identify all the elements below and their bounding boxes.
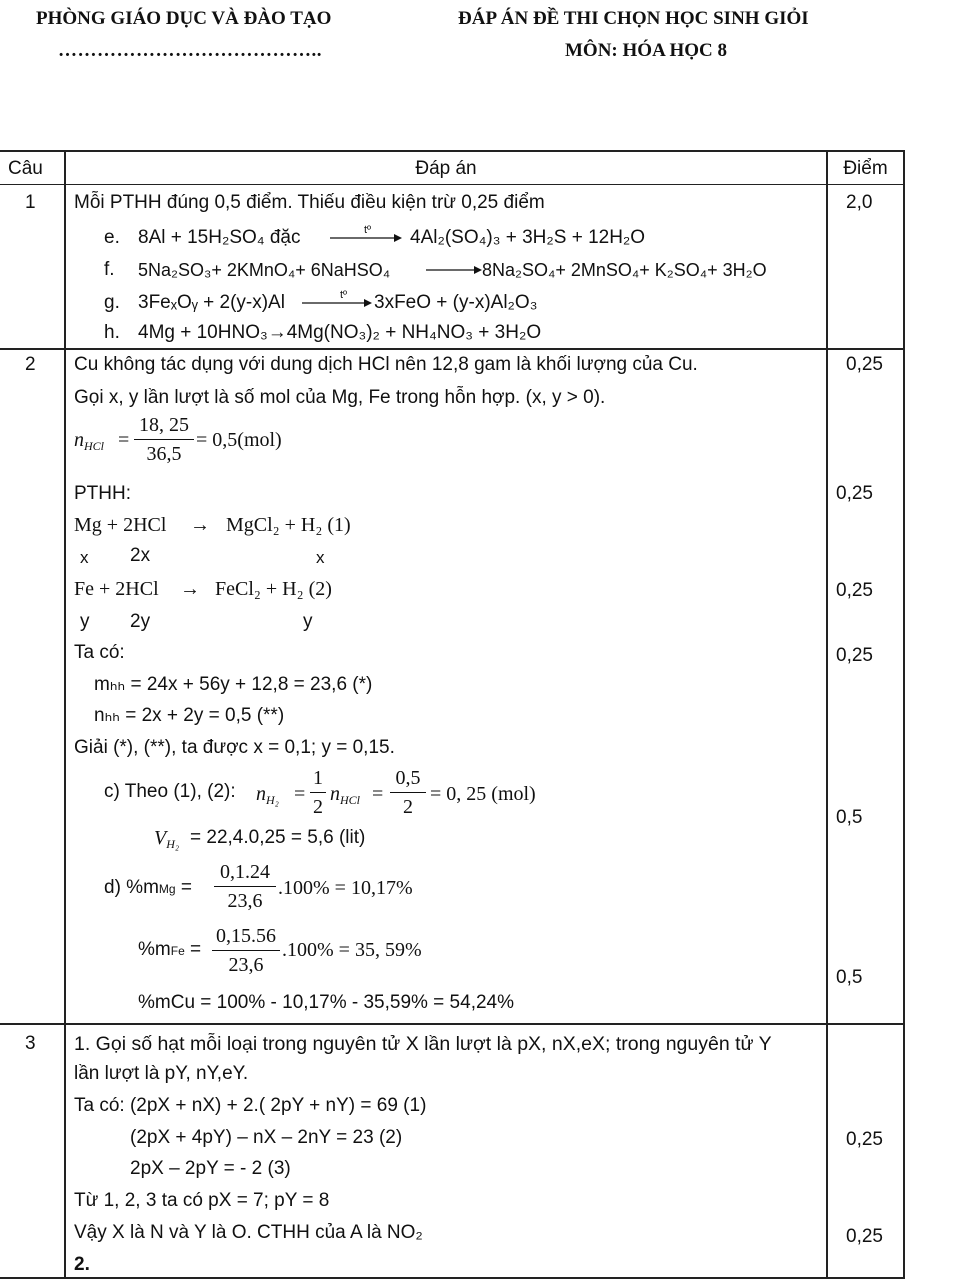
q1-h-equation: 4Mg + 10HNO₃→4Mg(NO₃)₂ + NH₄NO₃ + 3H₂O (138, 322, 542, 343)
q1-g-products: 3xFeO + (y-x)Al₂O₃ (374, 292, 538, 313)
q3-line-8: 2. (74, 1254, 90, 1275)
q2-eq2-mol-hcl: 2y (130, 611, 151, 632)
column-divider-1 (64, 150, 66, 1279)
q2-volume-result: = 22,4.0,25 = 5,6 (lit) (190, 827, 366, 848)
q3-line-5: 2pX – 2pY = - 2 (3) (130, 1158, 291, 1179)
exam-title: ĐÁP ÁN ĐỀ THI CHỌN HỌC SINH GIỎI (458, 8, 809, 29)
q1-h-label: h. (104, 322, 120, 343)
q2-d-mg-result: .100% = 10,17% (278, 877, 413, 899)
q2-points-3: 0,25 (836, 580, 873, 601)
table-top-border (0, 150, 905, 152)
q3-line-2: lần lượt là pY, nY,eY. (74, 1063, 249, 1084)
q2-c-equals-2: = (372, 783, 384, 805)
q2-c-label: c) Theo (1), (2): (104, 781, 236, 802)
q2-nhcl-symbol: $n_{HCl}$ (74, 429, 105, 453)
row-divider-1 (0, 348, 905, 350)
q2-pthh-label: PTHH: (74, 483, 131, 504)
q2-eq2-mol-h2: y (303, 611, 313, 632)
question-number-3: 3 (25, 1033, 36, 1054)
q2-points-2: 0,25 (836, 483, 873, 504)
q2-d-mg-fraction: 0,1.24 23,6 (214, 860, 276, 913)
department-title: PHÒNG GIÁO DỤC VÀ ĐÀO TẠO (36, 8, 332, 29)
q2-volume-symbol: $V_{H_2}$ (154, 827, 180, 851)
q2-d-fe-result: .100% = 35, 59% (282, 939, 422, 961)
q3-line-6: Từ 1, 2, 3 ta có pX = 7; pY = 8 (74, 1190, 330, 1211)
q2-points-6: 0,5 (836, 967, 863, 988)
q2-eq1-mol-h2: x (316, 548, 325, 567)
q2-points-4: 0,25 (836, 645, 873, 666)
q2-c-nh2: $n_{H_2}$ (256, 783, 279, 807)
q3-points-1: 0,25 (846, 1129, 883, 1150)
q1-e-reactants: 8Al + 15H₂SO₄ đặc (138, 227, 301, 248)
q2-eq2-arrow-icon: → (180, 578, 200, 600)
q2-line-variables: Gọi x, y lần lượt là số mol của Mg, Fe trong hỗn hợp. (x, y > 0). (74, 387, 606, 408)
q2-eq1-reactants: Mg + 2HCl (74, 514, 167, 536)
q2-eq1-arrow-icon: → (190, 514, 210, 536)
q2-mol-equation: nₕₕ = 2x + 2y = 0,5 (**) (94, 705, 285, 726)
subject-title: MÔN: HÓA HỌC 8 (565, 40, 728, 61)
q2-eq1-mol-mg: x (80, 548, 89, 567)
q1-f-products: 8Na₂SO₄+ 2MnSO₄+ K₂SO₄+ 3H₂O (482, 260, 767, 280)
row-divider-2 (0, 1023, 905, 1025)
q1-points: 2,0 (846, 192, 873, 213)
q1-e-products: 4Al₂(SO₄)₃ + 3H₂S + 12H₂O (410, 227, 646, 248)
q2-solution: Giải (*), (**), ta được x = 0,1; y = 0,15. (74, 737, 395, 758)
q2-d-mg-label: d) %mMg = (104, 877, 192, 898)
table-bottom-border (0, 1277, 905, 1279)
q1-intro: Mỗi PTHH đúng 0,5 điểm. Thiếu điều kiện trừ 0,25 điểm (74, 192, 545, 213)
table-right-border (903, 150, 905, 1279)
q1-f-arrow-icon (426, 264, 482, 276)
q2-d-fe-fraction: 0,15.56 23,6 (212, 924, 280, 977)
q2-eq2-products: FeCl₂ + H₂ (2) (215, 578, 332, 600)
q2-nhcl-fraction: 18, 25 36,5 (134, 413, 194, 466)
q1-g-label: g. (104, 292, 120, 313)
q2-line-cu: Cu không tác dụng với dung dịch HCl nên 12,8 gam là khối lượng của Cu. (74, 354, 698, 375)
q1-g-arrow-icon (302, 297, 372, 309)
q3-line-7: Vậy X là N và Y là O. CTHH của A là NO₂ (74, 1222, 423, 1243)
table-header-divider (0, 184, 905, 185)
q2-points-1: 0,25 (846, 354, 883, 375)
q3-line-1: 1. Gọi số hạt mỗi loại trong nguyên tử X lần lượt là pX, nX,eX; trong nguyên tử Y (74, 1033, 772, 1055)
q2-nhcl-result: = 0,5(mol) (196, 429, 282, 451)
q2-c-result: = 0, 25 (mol) (430, 783, 536, 805)
column-divider-2 (826, 150, 828, 1279)
q2-c-nhcl: $n_{HCl}$ (330, 783, 361, 807)
question-number-2: 2 (25, 354, 36, 375)
q2-eq2-reactants: Fe + 2HCl (74, 578, 159, 600)
q3-points-2: 0,25 (846, 1226, 883, 1247)
q2-nhcl-equals: = (118, 429, 130, 451)
q2-eq2-mol-fe: y (80, 611, 90, 632)
q1-e-condition: tº (364, 224, 372, 236)
column-header-question: Câu (8, 158, 43, 179)
q3-line-4: (2pX + 4pY) – nX – 2nY = 23 (2) (130, 1127, 403, 1148)
q2-c-half: 1 2 (310, 766, 326, 819)
question-number-1: 1 (25, 192, 36, 213)
q3-line-3: Ta có: (2pX + nX) + 2.( 2pY + nY) = 69 (1) (74, 1095, 427, 1116)
q2-d-cu-result: %mCu = 100% - 10,17% - 35,59% = 54,24% (138, 992, 515, 1013)
department-dotted-line: ………………………………….. (58, 40, 322, 61)
q1-f-label: f. (104, 259, 115, 280)
q2-eq1-mol-hcl: 2x (130, 545, 151, 566)
q1-f-reactants: 5Na₂SO₃+ 2KMnO₄+ 6NaHSO₄ (138, 260, 391, 280)
q2-points-5: 0,5 (836, 807, 863, 828)
q2-mass-equation: mₕₕ = 24x + 56y + 12,8 = 23,6 (*) (94, 674, 373, 695)
q2-c-equals-1: = (294, 783, 306, 805)
q1-g-condition: tº (340, 289, 348, 301)
q1-e-arrow-icon (330, 232, 402, 244)
q2-c-fraction: 0,5 2 (390, 766, 426, 819)
q1-g-reactants: 3FeₓOᵧ + 2(y-x)Al (138, 292, 285, 313)
q2-eq1-products: MgCl₂ + H₂ (1) (226, 514, 351, 536)
q2-taco-label: Ta có: (74, 642, 125, 663)
column-header-answer: Đáp án (415, 158, 477, 179)
q1-e-label: e. (104, 227, 120, 248)
column-header-points: Điểm (843, 158, 888, 179)
q2-d-fe-label: %mFe = (138, 939, 202, 960)
